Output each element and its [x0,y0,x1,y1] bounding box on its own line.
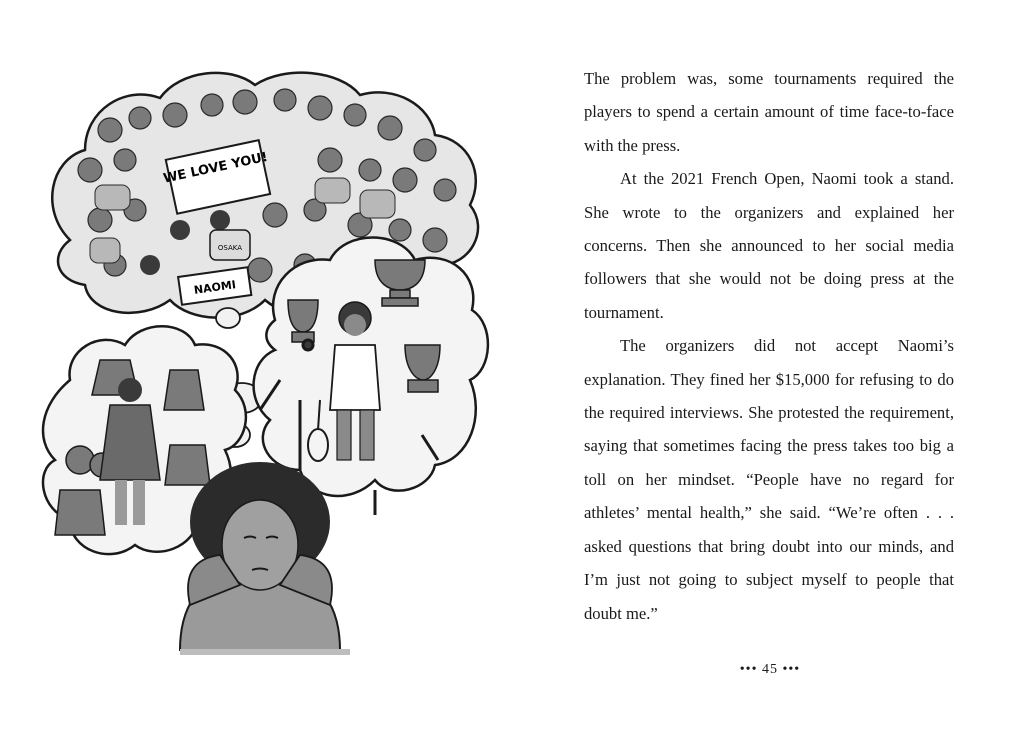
text-page [584,62,954,630]
naomi-thought-illustration [30,60,500,660]
page-number: ••• 45 ••• [739,662,801,677]
sign-naomi: NAOMI [193,278,237,297]
paragraph-2: At the 2021 French Open, Naomi took a stand. She wrote to the organizers and explained her concerns. Then she announced to her social media followers that she would not be doing press at the tournament. [584,169,954,322]
shirt-osaka: OSAKA [217,244,243,252]
paragraph-3: The organizers did not accept Naomi’s explanation. They fined her $15,000 for refusing to do the required interviews. She protested the requirement, saying that sometimes facing the press takes too big a toll on her mindset. “People have no regard for athletes’ mental health,” she said. “We’re often . . . asked questions that bring doubt into our minds, and I’m just not going to subject myself to people that doubt me.” [584,336,954,623]
paragraph-1: The problem was, some tournaments required the players to spend a certain amount of time face-to-face with the press. [584,69,954,155]
sign-we-love-you: WE LOVE YOU! [162,149,270,187]
